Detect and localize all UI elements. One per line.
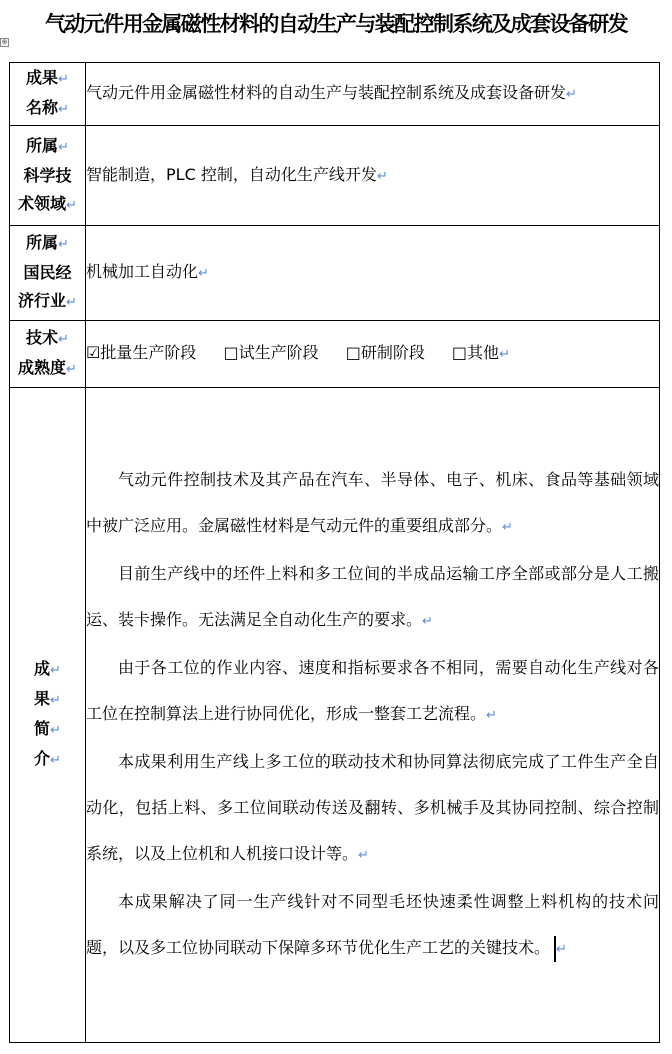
option-label: 批量生产阶段	[100, 343, 197, 362]
label-char: 介	[34, 749, 51, 768]
paragraph-mark-icon: ↵	[502, 520, 513, 535]
summary-paragraph	[86, 739, 659, 879]
label-industry	[10, 226, 86, 321]
value-maturity	[86, 321, 660, 388]
summary-paragraph	[86, 879, 659, 973]
paragraph-mark-icon: ↵	[50, 663, 61, 678]
value-technical-field[interactable]	[86, 126, 660, 226]
paragraph-mark-icon: ↵	[58, 102, 69, 117]
option-label: 研制阶段	[360, 343, 425, 362]
label-line: 济行业	[18, 291, 67, 310]
paragraph-mark-icon: ↵	[499, 347, 510, 362]
summary-paragraph	[86, 551, 659, 645]
paragraph-text: 本成果解决了同一生产线针对不同型毛坯快速柔性调整上料机构的技术问题，以及多工位协同联动下保障多环节优化生产工艺的关键技术。	[86, 892, 659, 957]
paragraph-mark-icon: ↵	[66, 197, 77, 213]
document-title: 气动元件用金属磁性材料的自动生产与装配控制系统及成套设备研发	[45, 12, 627, 36]
paragraph-mark-icon: ↵	[66, 295, 77, 310]
paragraph-mark-icon: ↵	[556, 942, 567, 957]
paragraph-mark-icon: ↵	[58, 237, 69, 252]
paragraph-mark-icon: ↵	[58, 332, 69, 347]
paragraph-mark-icon: ↵	[422, 614, 433, 629]
label-char: 简	[34, 719, 51, 738]
label-line: 术领域	[18, 193, 67, 213]
paragraph-mark-icon: ↵	[58, 139, 69, 155]
paragraph-text: 气动元件控制技术及其产品在汽车、半导体、电子、机床、食品等基础领域中被广泛应用。金属磁性材料是气动元件的重要组成部分。	[86, 470, 659, 535]
summary-paragraph	[86, 457, 659, 551]
achievement-table	[9, 62, 660, 1043]
label-line: 所属	[26, 233, 59, 252]
row-summary	[10, 388, 660, 1043]
paragraph-mark-icon: ↵	[50, 723, 61, 738]
paragraph-mark-icon: ↵	[486, 708, 497, 723]
paragraph-mark-icon: ↵	[358, 848, 369, 863]
row-industry	[10, 226, 660, 321]
maturity-option-development[interactable]	[346, 343, 425, 362]
achievement-name-text: 气动元件用金属磁性材料的自动生产与装配控制系统及成套设备研发	[86, 83, 567, 102]
paragraph-mark-icon: ↵	[198, 266, 209, 281]
technical-field-text: 智能制造，PLC 控制，自动化生产线开发	[86, 164, 377, 184]
maturity-option-other[interactable]	[452, 343, 499, 362]
paragraph-text: 本成果利用生产线上多工位的联动技术和协同算法彻底完成了工件生产全自动化，包括上料、多工位间联动传送及翻转、多机械手及其协同控制、综合控制系统，以及上位机和人机接口设计等。	[86, 752, 659, 863]
paragraph-mark-icon: ↵	[566, 87, 577, 102]
row-maturity	[10, 321, 660, 388]
label-char: 果	[34, 689, 51, 708]
paragraph-mark-icon: ↵	[50, 753, 61, 768]
value-achievement-name[interactable]	[86, 63, 660, 126]
paragraph-mark-icon: ↵	[376, 168, 388, 184]
label-line: 科学技	[23, 165, 72, 185]
label-line: 技术	[26, 328, 59, 347]
label-line: 成熟度	[18, 358, 67, 377]
paragraph-text: 目前生产线中的坯件上料和多工位间的半成品运输工序全部或部分是人工搬运、装卡操作。无法满足全自动化生产的要求。	[86, 564, 659, 629]
paragraph-mark-icon: ↵	[58, 72, 69, 87]
label-line: 所属	[26, 135, 59, 155]
value-industry[interactable]	[86, 226, 660, 321]
summary-paragraph	[86, 645, 659, 739]
label-line: 国民经	[23, 263, 72, 282]
row-technical-field	[10, 126, 660, 226]
label-achievement-name	[10, 63, 86, 126]
label-summary	[10, 388, 86, 1043]
paragraph-mark-icon: ↵	[66, 362, 77, 377]
checkbox-icon[interactable]: □	[345, 343, 361, 362]
checkbox-icon[interactable]: □	[223, 343, 239, 362]
label-line: 成果	[26, 68, 59, 87]
maturity-option-trial-production[interactable]	[223, 343, 318, 362]
paragraph-text: 由于各工位的作业内容、速度和指标要求各不相同，需要自动化生产线对各工位在控制算法上进行协同优化，形成一整套工艺流程。	[86, 658, 659, 723]
label-technical-field	[10, 126, 86, 226]
label-char: 成	[34, 659, 51, 678]
value-summary[interactable]	[86, 388, 660, 1043]
checked-box-icon[interactable]: ☑	[86, 343, 101, 362]
label-line: 名称	[26, 98, 59, 117]
maturity-option-mass-production[interactable]	[86, 343, 196, 362]
industry-text: 机械加工自动化	[86, 262, 199, 281]
paragraph-mark-icon: ↵	[50, 693, 61, 708]
option-label: 试生产阶段	[238, 343, 319, 362]
row-achievement-name	[10, 63, 660, 126]
checkbox-icon[interactable]: □	[451, 343, 468, 362]
label-maturity	[10, 321, 86, 388]
table-anchor-icon[interactable]: ⊕	[1, 38, 8, 46]
option-label: 其他	[467, 343, 500, 362]
